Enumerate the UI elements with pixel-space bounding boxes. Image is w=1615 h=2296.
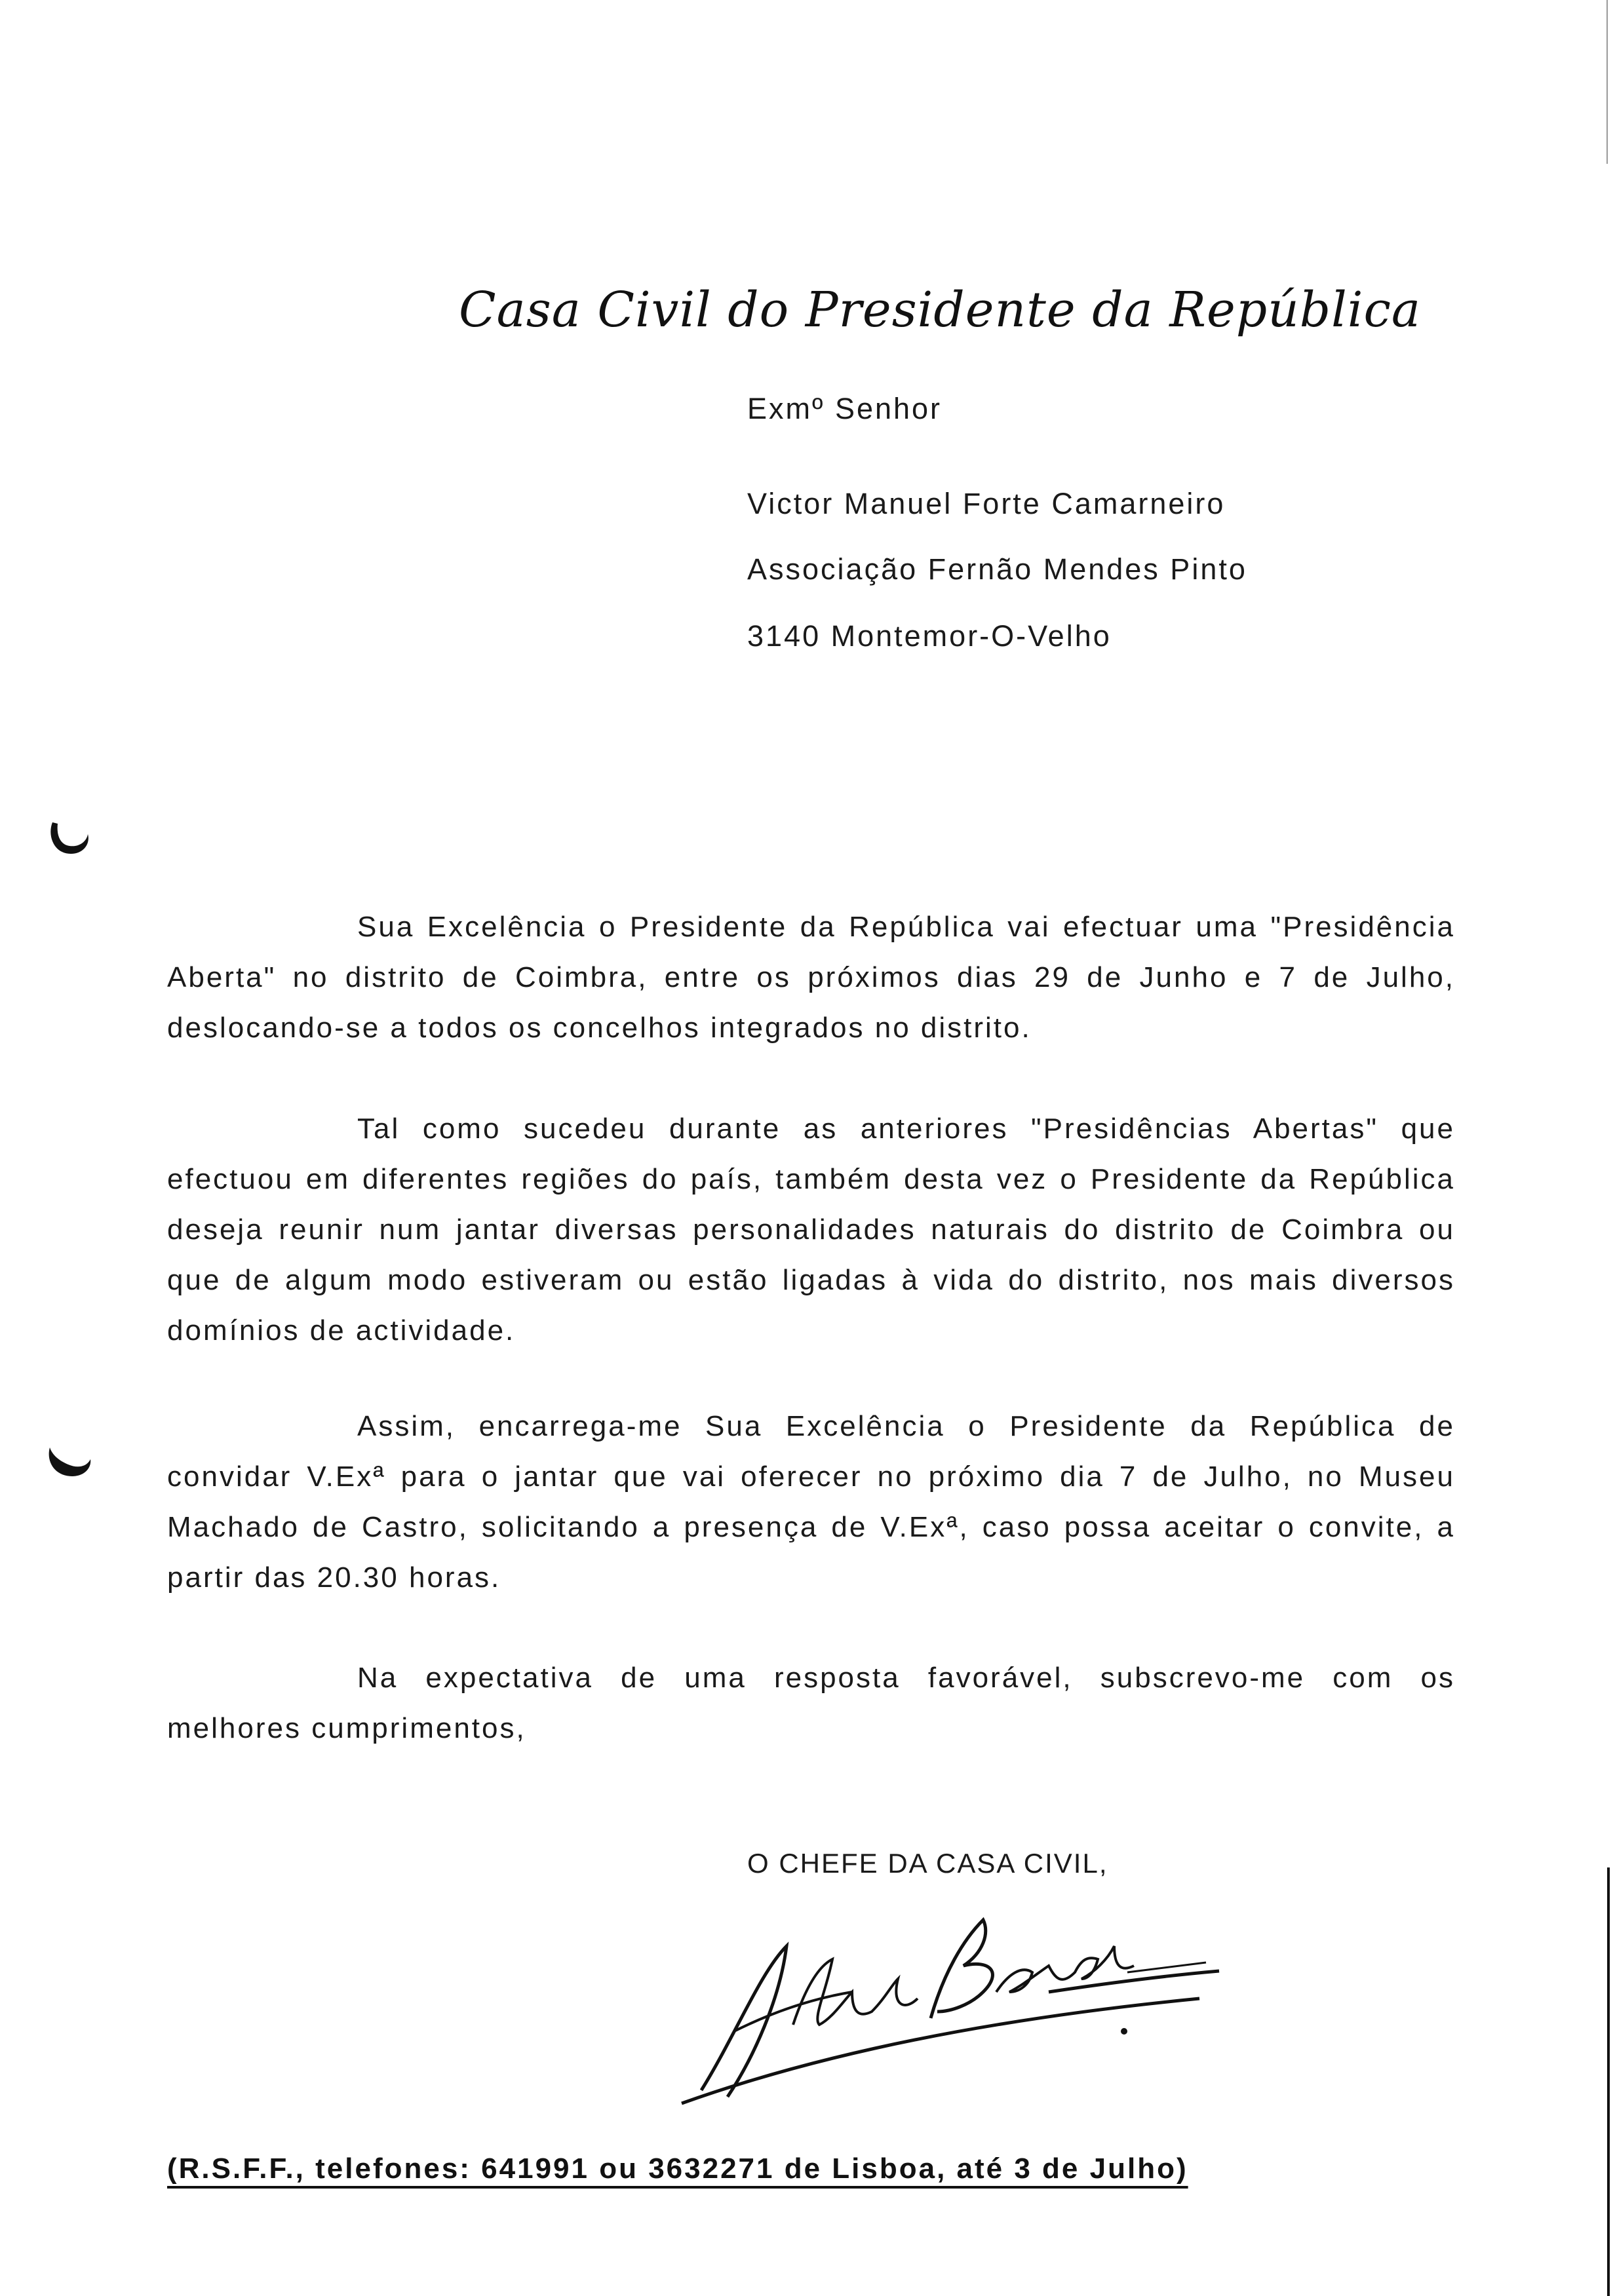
handwritten-signature (655, 1894, 1232, 2110)
scan-edge-line (1606, 0, 1610, 2296)
paragraph-2 (167, 1103, 1455, 1356)
punch-hole-icon (46, 1438, 93, 1480)
paragraph-2-text: Tal como sucedeu durante as anteriores "Presidências Abertas" que efectuou em diferentes regiões do país, também desta vez o Presidente da República deseja reunir num jantar diversas personalidades naturais do distrito de Coimbra ou que de algum modo estiveram ou estão ligadas à vida do distrito, nos mais diversos domínios de actividade. (167, 1113, 1455, 1347)
paragraph-1 (167, 902, 1455, 1053)
recipient-locality: 3140 Montemor-O-Velho (747, 619, 1112, 653)
recipient-name: Victor Manuel Forte Camarneiro (747, 487, 1226, 520)
paragraph-3 (167, 1401, 1455, 1603)
recipient-salutation: Exmº Senhor (747, 392, 943, 425)
recipient-organization: Associação Fernão Mendes Pinto (747, 552, 1247, 586)
footer-contact-note: (R.S.F.F., telefones: 641991 ou 3632271 de Lisboa, até 3 de Julho) (167, 2152, 1188, 2185)
paragraph-4 (167, 1653, 1455, 1753)
closing-title: O CHEFE DA CASA CIVIL, (747, 1848, 1108, 1879)
paragraph-3-text: Assim, encarrega-me Sua Excelência o Presidente da República de convidar V.Exª para o jantar que vai oferecer no próximo dia 7 de Julho, no Museu Machado de Castro, solicitando a presença de V.Exª, caso possa aceitar o convite, a partir das 20.30 horas. (167, 1410, 1455, 1594)
letterhead-title: Casa Civil do Presidente da República (459, 282, 1422, 338)
paragraph-4-text: Na expectativa de uma resposta favorável, subscrevo-me com os melhores cumprimentos, (167, 1662, 1455, 1744)
punch-hole-icon (46, 816, 93, 858)
paragraph-1-text: Sua Excelência o Presidente da República vai efectuar uma "Presidência Aberta" no distrito de Coimbra, entre os próximos dias 29 de Junho e 7 de Julho, deslocando-se a todos os concelhos integrados no distrito. (167, 911, 1455, 1044)
